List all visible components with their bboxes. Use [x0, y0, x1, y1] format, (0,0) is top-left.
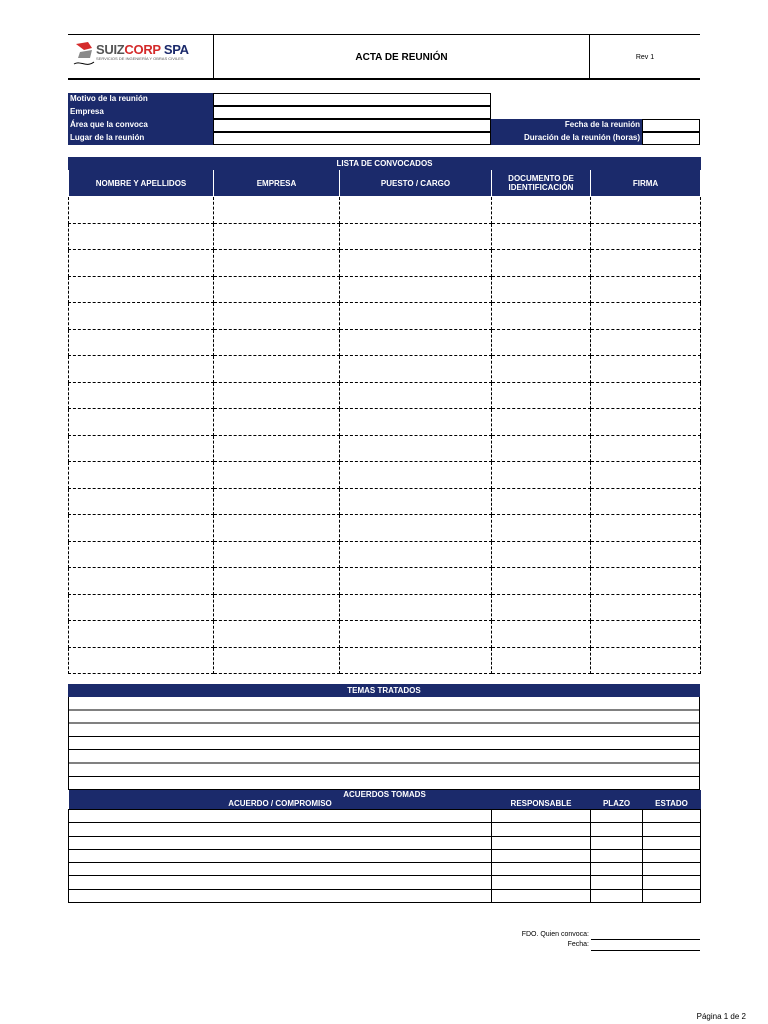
attendee-cell[interactable]: [69, 276, 214, 303]
agreement-cell[interactable]: [591, 810, 643, 823]
attendee-cell[interactable]: [69, 223, 214, 250]
attendee-cell[interactable]: [69, 515, 214, 542]
agreement-cell[interactable]: [591, 823, 643, 836]
attendee-cell[interactable]: [69, 647, 214, 674]
fecha-firma-line[interactable]: [591, 950, 700, 951]
attendee-row: [69, 621, 701, 648]
attendee-cell[interactable]: [591, 647, 701, 674]
attendee-row: [69, 276, 701, 303]
attendee-cell[interactable]: [591, 303, 701, 330]
attendee-cell[interactable]: [340, 409, 492, 436]
attendee-cell[interactable]: [214, 223, 340, 250]
attendee-row: [69, 435, 701, 462]
attendee-cell[interactable]: [492, 462, 591, 489]
attendee-row: [69, 409, 701, 436]
attendee-cell[interactable]: [214, 276, 340, 303]
attendee-cell[interactable]: [340, 647, 492, 674]
attendee-cell[interactable]: [69, 568, 214, 595]
attendee-cell[interactable]: [492, 223, 591, 250]
attendee-cell[interactable]: [340, 329, 492, 356]
attendee-cell[interactable]: [340, 435, 492, 462]
attendee-cell[interactable]: [214, 594, 340, 621]
agreement-cell[interactable]: [643, 823, 701, 836]
motivo-field[interactable]: [213, 93, 491, 106]
col-nombre: NOMBRE Y APELLIDOS: [69, 170, 214, 197]
attendee-cell[interactable]: [214, 356, 340, 383]
agreement-cell[interactable]: [69, 849, 492, 862]
col-firma: FIRMA: [591, 170, 701, 197]
attendee-cell[interactable]: [591, 621, 701, 648]
attendee-cell[interactable]: [492, 568, 591, 595]
attendee-cell[interactable]: [591, 382, 701, 409]
attendee-cell[interactable]: [214, 382, 340, 409]
agreement-cell[interactable]: [69, 889, 492, 902]
attendee-cell[interactable]: [591, 409, 701, 436]
attendee-cell[interactable]: [340, 382, 492, 409]
attendee-cell[interactable]: [340, 303, 492, 330]
attendee-cell[interactable]: [214, 329, 340, 356]
attendee-row: [69, 303, 701, 330]
attendee-cell[interactable]: [340, 594, 492, 621]
lugar-field[interactable]: [213, 132, 491, 145]
attendee-cell[interactable]: [69, 594, 214, 621]
col-documento: DOCUMENTO DE IDENTIFICACIÓN: [492, 170, 591, 197]
document-title: ACTA DE REUNIÓN: [213, 34, 590, 80]
agreement-cell[interactable]: [492, 810, 591, 823]
attendee-cell[interactable]: [340, 621, 492, 648]
attendee-cell[interactable]: [214, 409, 340, 436]
agreement-row: [69, 863, 701, 876]
attendee-cell[interactable]: [214, 250, 340, 277]
agreement-cell[interactable]: [69, 836, 492, 849]
agreement-cell[interactable]: [643, 849, 701, 862]
attendee-row: [69, 568, 701, 595]
attendee-cell[interactable]: [340, 197, 492, 224]
attendee-cell[interactable]: [492, 435, 591, 462]
attendee-cell[interactable]: [591, 276, 701, 303]
agreement-cell[interactable]: [492, 823, 591, 836]
attendee-cell[interactable]: [340, 568, 492, 595]
agreement-cell[interactable]: [591, 889, 643, 902]
agreement-cell[interactable]: [492, 889, 591, 902]
attendee-cell[interactable]: [214, 621, 340, 648]
agreement-cell[interactable]: [492, 849, 591, 862]
attendee-cell[interactable]: [340, 515, 492, 542]
agreement-cell[interactable]: [591, 849, 643, 862]
agreement-cell[interactable]: [492, 863, 591, 876]
attendee-cell[interactable]: [492, 541, 591, 568]
attendee-cell[interactable]: [492, 329, 591, 356]
motivo-label: Motivo de la reunión: [68, 93, 213, 106]
fecha-firma-label: Fecha:: [567, 941, 589, 948]
attendee-cell[interactable]: [69, 329, 214, 356]
agreement-cell[interactable]: [643, 836, 701, 849]
duracion-label: Duración de la reunión (horas): [491, 132, 642, 145]
agreement-cell[interactable]: [69, 863, 492, 876]
attendee-cell[interactable]: [591, 197, 701, 224]
attendee-cell[interactable]: [214, 488, 340, 515]
fecha-reunion-label: Fecha de la reunión: [491, 119, 642, 132]
attendee-row: [69, 250, 701, 277]
attendee-cell[interactable]: [69, 462, 214, 489]
attendee-cell[interactable]: [591, 541, 701, 568]
attendee-cell[interactable]: [214, 647, 340, 674]
revision-label: Rev 1: [635, 53, 655, 61]
attendee-cell[interactable]: [591, 594, 701, 621]
agreement-row: [69, 823, 701, 836]
attendee-cell[interactable]: [591, 329, 701, 356]
agreement-cell[interactable]: [643, 889, 701, 902]
agreement-row: [69, 836, 701, 849]
agreement-cell[interactable]: [643, 876, 701, 889]
fecha-reunion-field[interactable]: [642, 119, 700, 132]
attendees-table: [68, 157, 701, 674]
attendee-row: [69, 515, 701, 542]
attendee-cell[interactable]: [492, 621, 591, 648]
attendee-cell[interactable]: [69, 303, 214, 330]
agreement-row: [69, 889, 701, 902]
attendee-cell[interactable]: [69, 356, 214, 383]
empresa-field[interactable]: [213, 106, 491, 119]
attendee-row: [69, 223, 701, 250]
attendee-row: [69, 356, 701, 383]
attendee-cell[interactable]: [340, 541, 492, 568]
attendee-cell[interactable]: [214, 303, 340, 330]
area-label: Área que la convoca: [68, 119, 213, 132]
agreement-cell[interactable]: [591, 863, 643, 876]
attendee-cell[interactable]: [214, 541, 340, 568]
attendee-row: [69, 197, 701, 224]
attendee-cell[interactable]: [492, 515, 591, 542]
col-estado: ESTADO: [643, 799, 701, 810]
col-responsable: RESPONSABLE: [492, 799, 591, 810]
attendee-cell[interactable]: [492, 594, 591, 621]
attendee-cell[interactable]: [214, 197, 340, 224]
agreement-cell[interactable]: [69, 810, 492, 823]
logo-tagline: SERVICIOS DE INGENIERÍA Y OBRAS CIVILES: [96, 56, 184, 61]
attendee-cell[interactable]: [340, 223, 492, 250]
attendee-row: [69, 462, 701, 489]
attendee-cell[interactable]: [591, 515, 701, 542]
agreement-cell[interactable]: [643, 863, 701, 876]
agreements-body: [69, 810, 701, 903]
attendee-row: [69, 382, 701, 409]
attendee-row: [69, 647, 701, 674]
topics-lines-area[interactable]: [68, 697, 700, 790]
attendee-cell[interactable]: [492, 303, 591, 330]
attendee-cell[interactable]: [591, 223, 701, 250]
agreement-cell[interactable]: [69, 876, 492, 889]
attendee-cell[interactable]: [492, 250, 591, 277]
attendee-cell[interactable]: [340, 462, 492, 489]
attendee-cell[interactable]: [69, 621, 214, 648]
attendee-row: [69, 329, 701, 356]
attendee-cell[interactable]: [340, 276, 492, 303]
area-field[interactable]: [213, 119, 491, 132]
attendee-cell[interactable]: [69, 409, 214, 436]
attendee-cell[interactable]: [591, 568, 701, 595]
logo-wordmark: SUIZCORP SPA: [96, 42, 189, 57]
attendee-cell[interactable]: [214, 435, 340, 462]
attendee-cell[interactable]: [214, 568, 340, 595]
attendees-section-title: LISTA DE CONVOCADOS: [69, 158, 701, 170]
company-logo: [72, 38, 212, 72]
duracion-field[interactable]: [642, 132, 700, 145]
attendee-cell[interactable]: [340, 356, 492, 383]
agreement-cell[interactable]: [591, 836, 643, 849]
convoca-signature-line[interactable]: [591, 939, 700, 940]
attendee-cell[interactable]: [69, 197, 214, 224]
attendee-cell[interactable]: [69, 488, 214, 515]
attendee-cell[interactable]: [591, 435, 701, 462]
attendee-cell[interactable]: [492, 382, 591, 409]
agreement-cell[interactable]: [69, 823, 492, 836]
col-plazo: PLAZO: [591, 799, 643, 810]
agreement-cell[interactable]: [492, 836, 591, 849]
agreements-table: [68, 790, 701, 903]
attendee-row: [69, 488, 701, 515]
topics-section-title: TEMAS TRATADOS: [68, 684, 700, 697]
attendee-row: [69, 541, 701, 568]
attendees-body: [69, 197, 701, 674]
agreement-cell[interactable]: [591, 876, 643, 889]
agreement-row: [69, 849, 701, 862]
lugar-label: Lugar de la reunión: [68, 132, 213, 145]
attendee-cell[interactable]: [591, 250, 701, 277]
attendee-cell[interactable]: [492, 197, 591, 224]
attendee-row: [69, 594, 701, 621]
col-acuerdo: ACUERDO / COMPROMISO: [69, 799, 492, 810]
attendee-cell[interactable]: [340, 250, 492, 277]
attendee-cell[interactable]: [492, 356, 591, 383]
attendee-cell[interactable]: [591, 462, 701, 489]
attendee-cell[interactable]: [214, 462, 340, 489]
attendee-cell[interactable]: [492, 488, 591, 515]
agreement-cell[interactable]: [643, 810, 701, 823]
agreements-section-title: ACUERDOS TOMADS: [69, 790, 701, 799]
attendee-cell[interactable]: [340, 488, 492, 515]
page-number: Página 1 de 2: [696, 1012, 746, 1021]
col-empresa: EMPRESA: [214, 170, 340, 197]
attendee-cell[interactable]: [492, 276, 591, 303]
attendee-cell[interactable]: [69, 435, 214, 462]
attendee-cell[interactable]: [591, 356, 701, 383]
convoca-label: FDO. Quien convoca:: [521, 931, 589, 938]
attendee-cell[interactable]: [591, 488, 701, 515]
attendee-cell[interactable]: [492, 647, 591, 674]
attendee-cell[interactable]: [69, 382, 214, 409]
attendee-cell[interactable]: [69, 250, 214, 277]
attendee-cell[interactable]: [214, 515, 340, 542]
agreement-row: [69, 876, 701, 889]
attendee-cell[interactable]: [69, 541, 214, 568]
agreement-row: [69, 810, 701, 823]
empresa-label: Empresa: [68, 106, 213, 119]
col-puesto: PUESTO / CARGO: [340, 170, 492, 197]
agreement-cell[interactable]: [492, 876, 591, 889]
attendee-cell[interactable]: [492, 409, 591, 436]
